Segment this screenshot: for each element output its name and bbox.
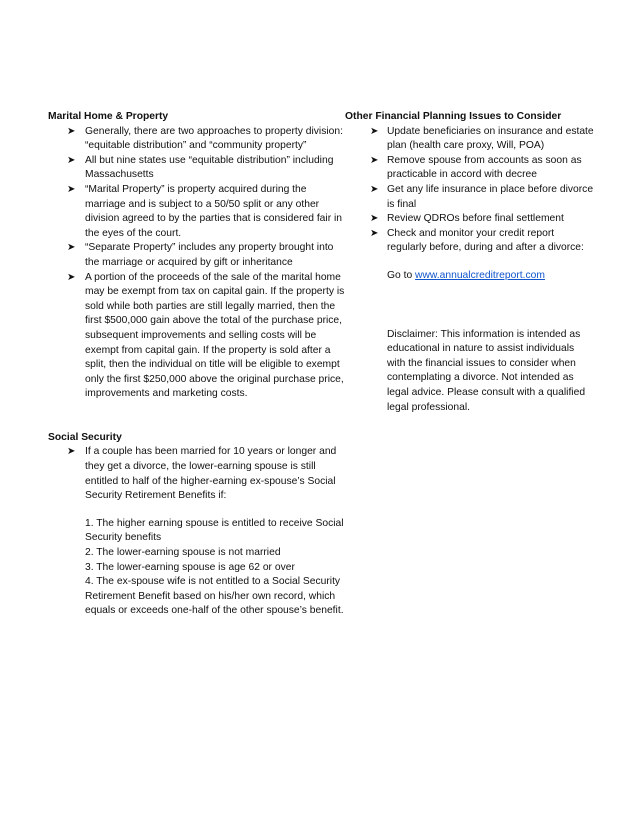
arrowhead-bullet-icon: ➤: [370, 213, 379, 225]
list-item: ➤ Remove spouse from accounts as soon as practicable in accord with decree: [370, 154, 582, 181]
arrowhead-bullet-icon: ➤: [370, 125, 379, 137]
disclaimer-text: Disclaimer: This information is intended as educational in nature to assist individuals with the financial issues to consider when contemplating a divorce. Not intended as legal advice. Please consult with a qualified legal professional.: [387, 328, 586, 413]
marital-property-list: [48, 125, 348, 402]
spacer: [345, 256, 595, 269]
condition-item: 3. The lower-earning spouse is age 62 or over: [85, 561, 295, 573]
condition-item: 4. The ex-spouse wife is not entitled to a Social Security Retirement Benefit based on his/her own record, which equals or exceeds one-half of the other spouse’s benefit.: [85, 576, 344, 617]
conditions-list: [48, 517, 348, 619]
arrowhead-bullet-icon: ➤: [370, 227, 379, 239]
left-column: [48, 110, 348, 619]
arrowhead-bullet-icon: ➤: [370, 183, 379, 195]
list-item: ➤ If a couple has been married for 10 years or longer and they get a divorce, the lower-earning spouse is still entitled to half of the higher-earning ex-spouse’s Social Security Retirement Benefits if:: [67, 446, 337, 502]
arrowhead-bullet-icon: ➤: [67, 125, 76, 137]
arrowhead-bullet-icon: ➤: [67, 242, 76, 254]
list-item: ➤ Update beneficiaries on insurance and estate plan (health care proxy, Will, POA): [370, 125, 594, 152]
section-spacer: [48, 402, 348, 431]
condition-item: 2. The lower-earning spouse is not married: [85, 547, 281, 559]
arrowhead-bullet-icon: ➤: [67, 154, 76, 166]
list-item: ➤ Get any life insurance in place before divorce is final: [370, 183, 594, 210]
financial-planning-list: [345, 125, 595, 256]
arrowhead-bullet-icon: ➤: [67, 183, 76, 195]
list-item: ➤ All but nine states use “equitable distribution” including Massachusetts: [67, 154, 334, 181]
social-security-heading: Social Security: [48, 431, 122, 443]
list-item: ➤ Generally, there are two approaches to property division: “equitable distribution” and “community property”: [67, 125, 343, 152]
financial-planning-heading: Other Financial Planning Issues to Consider: [345, 111, 562, 122]
list-item: ➤ “Separate Property” includes any property brought into the marriage or acquired by gift or inheritance: [67, 242, 334, 268]
list-item: ➤ Check and monitor your credit report regularly before, during and after a divorce:: [370, 227, 584, 254]
credit-report-line: Go to www.annualcreditreport.com: [387, 269, 545, 281]
spacer: [48, 504, 348, 517]
list-item: ➤ A portion of the proceeds of the sale of the marital home may be exempt from tax on capital gain. If the property is sold while both parties are still legally married, then the first $500,000 gain above the total of the purchase price, subsequent improvements and selling costs will be exempt from capital gain. If the property is sold after a split, then the individual on title will be eligible to exempt only the first $250,000 above the original purchase price, improvements and marketing costs.: [67, 271, 345, 400]
arrowhead-bullet-icon: ➤: [67, 271, 76, 283]
spacer: [345, 284, 595, 328]
condition-item: 1. The higher earning spouse is entitled to receive Social Security benefits: [85, 517, 344, 544]
credit-report-link[interactable]: www.annualcreditreport.com: [415, 269, 545, 281]
arrowhead-bullet-icon: ➤: [370, 154, 379, 166]
marital-property-heading: Marital Home & Property: [48, 111, 169, 122]
right-column: [345, 110, 595, 415]
list-item: ➤ “Marital Property” is property acquired during the marriage and is subject to a 50/50 split or any other division agreed to by the parties that is considered fair in the eyes of the court.: [67, 183, 342, 239]
arrowhead-bullet-icon: ➤: [67, 446, 76, 458]
list-item: ➤ Review QDROs before final settlement: [345, 212, 595, 227]
social-security-list: [48, 445, 348, 503]
